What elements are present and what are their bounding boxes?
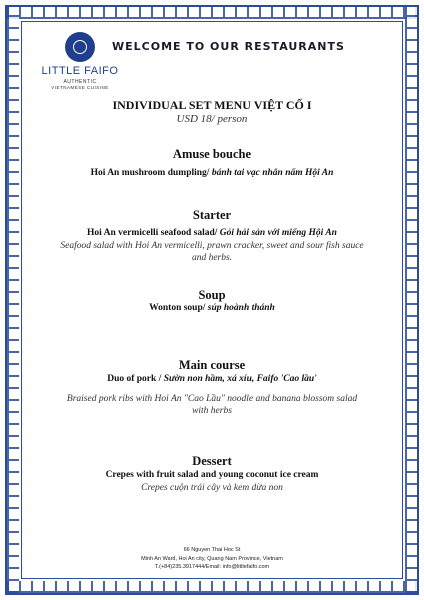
dish-name xyxy=(30,303,394,313)
border-pattern-right xyxy=(405,7,417,593)
welcome-heading: WELCOME TO OUR RESTAURANTS xyxy=(112,40,345,53)
dish-name xyxy=(30,228,394,238)
brand-name: LITTLE FAIFO xyxy=(41,65,119,77)
footer-street: 66 Nguyen Thai Hoc St xyxy=(183,547,241,553)
dish-name-en: Duo of pork / xyxy=(107,374,162,384)
section-heading: Soup xyxy=(198,288,226,302)
restaurant-logo xyxy=(40,32,120,90)
border-pattern-left xyxy=(7,7,19,593)
dish-name-vi: bánh tai vạc nhân nấm Hội An xyxy=(211,168,334,178)
border-pattern-top xyxy=(7,7,417,19)
border-pattern-bottom xyxy=(7,581,417,593)
section-heading: Dessert xyxy=(192,454,232,468)
dish-name-en: Hoi An vermicelli seafood salad/ xyxy=(87,228,218,238)
dish-name-en: Wonton soup/ xyxy=(149,303,206,313)
dish-name xyxy=(30,470,394,480)
footer-city: Minh An Ward, Hoi An city, Quang Nam Province, Vietnam xyxy=(141,555,283,562)
footer-contact: T.(+84)235.3917444/Email: info@littlefaifo.com xyxy=(154,564,270,570)
brand-tagline-2: VIETNAMESE CUISINE xyxy=(51,85,109,90)
dish-description: Crepes cuộn trái cây và kem dừa non xyxy=(141,483,283,493)
dish-description: Braised pork ribs with Hoi An "Cao Lầu" noodle and banana blossom salad with herbs xyxy=(66,394,358,416)
menu-price: USD 18/ person xyxy=(176,113,248,125)
dish-name-en: Crepes with fruit salad and young coconut ice cream xyxy=(105,470,319,480)
menu-title: INDIVIDUAL SET MENU VIỆT CỔ I xyxy=(112,98,312,112)
dish-name-vi: Sườn non hầm, xá xíu, Faifo 'Cao lầu' xyxy=(163,374,317,384)
logo-emblem-icon xyxy=(65,32,95,62)
brand-tagline: AUTHENTIC xyxy=(63,79,97,85)
dish-name-vi: Gỏi hải sản với miếng Hội An xyxy=(219,228,337,238)
dish-name xyxy=(30,374,394,384)
section-heading: Amuse bouche xyxy=(172,147,252,161)
dish-name xyxy=(30,168,394,178)
dish-description: Seafood salad with Hoi An vermicelli, prawn cracker, sweet and sour fish sauce and herbs. xyxy=(60,241,364,263)
footer-address xyxy=(30,546,394,572)
section-heading: Main course xyxy=(178,358,246,372)
dish-name-en: Hoi An mushroom dumpling/ xyxy=(90,168,210,178)
section-heading: Starter xyxy=(192,208,232,222)
dish-name-vi: súp hoành thánh xyxy=(207,303,275,313)
